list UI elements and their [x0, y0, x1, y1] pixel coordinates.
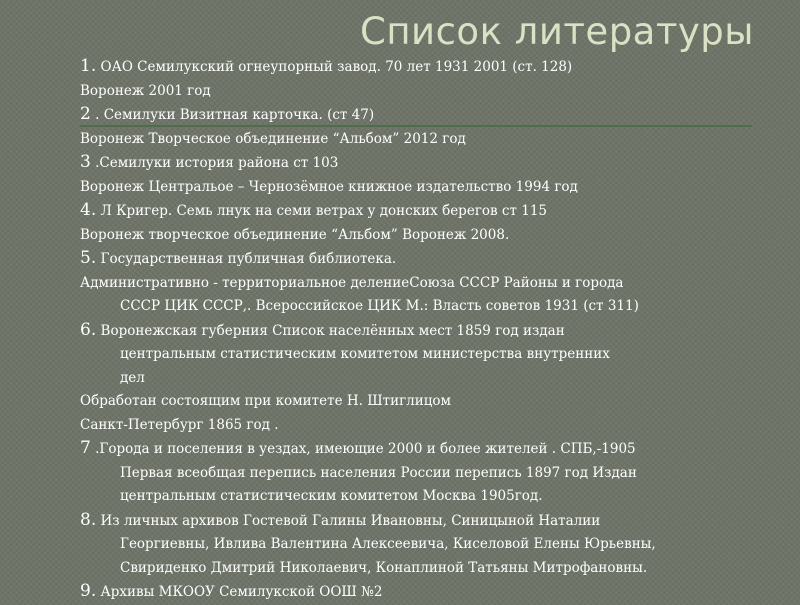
- bibliography-line: [80, 55, 760, 80]
- bibliography-line: [80, 151, 760, 176]
- bibliography-line: [80, 414, 760, 438]
- entry-text: Воронеж 2001 год: [80, 82, 211, 99]
- bibliography-line: [80, 367, 760, 391]
- entry-text: Санкт-Петербург 1865 год .: [80, 416, 279, 433]
- entry-text: Свириденко Дмитрий Николаевич, Конаплиной Татьяны Митрофановны.: [120, 559, 648, 576]
- bibliography-line: [80, 272, 760, 296]
- entry-number: 6.: [80, 319, 97, 340]
- entry-number: 3: [80, 152, 91, 172]
- bibliography-line: [80, 390, 760, 414]
- entry-text: Обработан состоящим при комитете Н. Штиглицом: [80, 393, 452, 409]
- bibliography-line: [80, 580, 760, 605]
- entry-text: .Города и поселения в уездах, имеющие 2000 и более жителей . СПБ,-1905: [90, 441, 636, 457]
- entry-text: Воронеж творческое объединение “Альбом” Воронеж 2008.: [80, 226, 510, 243]
- entry-text: Л Кригер. Семь лнук на семи ветрах у донских берегов ст 115: [96, 203, 547, 219]
- entry-number: 9.: [80, 581, 97, 601]
- entry-text: дел: [120, 369, 145, 386]
- bibliography-line: [80, 199, 760, 224]
- bibliography-line: [80, 319, 760, 344]
- entry-text: . Семилуки Визитная карточка. (ст 47): [90, 107, 375, 123]
- slide-title: Список литературы: [360, 10, 754, 53]
- entry-text: Воронеж Творческое объединение “Альбом” 2012 год: [80, 130, 466, 147]
- bibliography-line: [80, 224, 760, 248]
- bibliography-line: [80, 247, 760, 272]
- entry-number: 4.: [80, 200, 97, 220]
- entry-text: СССР ЦИК СССР,. Всероссийское ЦИК М.: Власть советов 1931 (ст 311): [120, 298, 639, 314]
- entry-text: .Семилуки история района ст 103: [90, 155, 339, 171]
- entry-text: Государственная публичная библиотека.: [96, 251, 397, 267]
- bibliography-line: [80, 557, 760, 581]
- bibliography-line: [80, 176, 760, 200]
- entry-text: Первая всеобщая перепись населения России перепись 1897 год Издан: [120, 464, 637, 481]
- bibliography-line: [80, 103, 760, 128]
- entry-number: 7: [80, 438, 91, 458]
- entry-text: центральным статистическим комитетом министерства внутренних: [120, 346, 610, 362]
- entry-text: Воронежская губерния Список населённых мест 1859 год издан: [96, 322, 565, 339]
- bibliography-line: [80, 437, 760, 462]
- bibliography-line: [80, 80, 760, 104]
- entry-text: Георгиевны, Ивлива Валентина Алексеевича, Киселовой Елены Юрьевны,: [120, 536, 656, 552]
- entry-number: 8.: [80, 509, 97, 530]
- entry-text: Архивы МКООУ Семилукской ООШ №2: [96, 584, 383, 600]
- bibliography-line: [80, 462, 760, 486]
- entry-text: Из личных архивов Гостевой Галины Ивановны, Синицыной Наталии: [96, 512, 601, 529]
- bibliography-list: [80, 55, 760, 605]
- bibliography-line: [80, 295, 760, 319]
- entry-number: 5.: [80, 248, 97, 268]
- bibliography-line: [80, 533, 760, 557]
- entry-number: 2: [80, 104, 91, 124]
- bibliography-line: [80, 485, 760, 509]
- entry-text: центральным статистическим комитетом Москва 1905год.: [120, 488, 543, 504]
- entry-number: 1.: [80, 56, 97, 76]
- entry-text: Административно - территориальное делениеСоюза СССР Районы и города: [80, 274, 624, 291]
- entry-text: Воронеж Центральое – Чернозёмное книжное издательство 1994 год: [80, 178, 578, 195]
- entry-text: ОАО Семилукский огнеупорный завод. 70 лет 1931 2001 (ст. 128): [96, 59, 573, 75]
- bibliography-line: [80, 343, 760, 367]
- bibliography-line: [80, 509, 760, 534]
- bibliography-line: [80, 128, 760, 152]
